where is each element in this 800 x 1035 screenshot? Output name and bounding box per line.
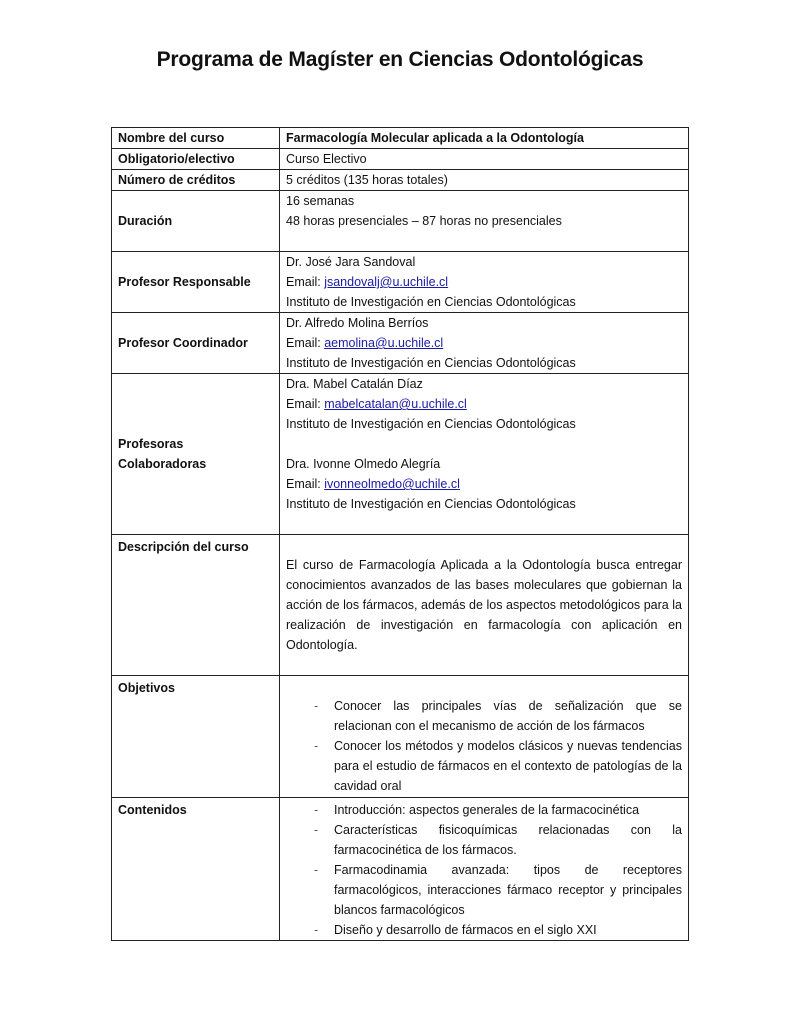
label-course-name: Nombre del curso	[112, 128, 280, 149]
description-text: El curso de Farmacología Aplicada a la Odontología busca entregar conocimientos avanzados de las bases moleculares que gobiernan la acción de los fármacos, además de los aspectos metodológicos para la realización de investigación en farmacología con aplicación en Odontología.	[286, 558, 682, 652]
content-item	[314, 820, 682, 860]
value-responsible	[280, 252, 689, 313]
value-credits: 5 créditos (135 horas totales)	[280, 170, 689, 191]
content-text: Farmacodinamia avanzada: tipos de receptores farmacológicos, interacciones fármaco receptor y principales blancos farmacológicos	[334, 863, 682, 917]
course-info-table	[111, 127, 689, 941]
objective-text: Conocer las principales vías de señalización que se relacionan con el mecanismo de acción de los fármacos	[334, 699, 682, 733]
label-credits: Número de créditos	[112, 170, 280, 191]
value-duration	[280, 191, 689, 252]
label-responsible: Profesor Responsable	[112, 252, 280, 313]
collaborator-1-email-link[interactable]: mabelcatalan@u.uchile.cl	[324, 397, 467, 411]
document-title: Programa de Magíster en Ciencias Odontológicas	[156, 48, 644, 71]
label-duration: Duración	[112, 191, 280, 252]
row-course-name	[112, 128, 689, 149]
content-item	[314, 860, 682, 920]
content-text: Introducción: aspectos generales de la farmacocinética	[334, 803, 640, 817]
objective-text: Conocer los métodos y modelos clásicos y nuevas tendencias para el estudio de fármacos en el contexto de patologías de la cavidad oral	[334, 739, 682, 793]
objectives-list	[286, 696, 682, 796]
collaborator-2-email-line	[286, 474, 682, 494]
responsible-institute: Instituto de Investigación en Ciencias Odontológicas	[286, 295, 576, 309]
coordinator-name: Dr. Alfredo Molina Berríos	[286, 316, 429, 330]
collaborator-2-name: Dra. Ivonne Olmedo Alegría	[286, 457, 441, 471]
contents-list	[286, 800, 682, 940]
content-text: Características fisicoquímicas relacionadas con la farmacocinética de los fármacos.	[334, 823, 682, 857]
value-type: Curso Electivo	[280, 149, 689, 170]
coordinator-email-line	[286, 333, 682, 353]
label-coordinator: Profesor Coordinador	[112, 313, 280, 374]
row-contents	[112, 798, 689, 941]
dash-bullet-icon: -	[314, 923, 319, 937]
email-prefix: Email:	[286, 397, 325, 411]
dash-bullet-icon: -	[314, 863, 319, 877]
label-collaborators	[112, 374, 280, 535]
row-duration	[112, 191, 689, 252]
duration-weeks: 16 semanas	[286, 194, 355, 208]
dash-bullet-icon: -	[314, 823, 319, 837]
value-collaborators	[280, 374, 689, 535]
spacer	[286, 434, 682, 454]
row-collaborators	[112, 374, 689, 535]
responsible-email-link[interactable]: jsandovalj@u.uchile.cl	[324, 275, 449, 289]
value-description	[280, 535, 689, 676]
value-coordinator	[280, 313, 689, 374]
row-coordinator	[112, 313, 689, 374]
value-objectives	[280, 676, 689, 798]
coordinator-email-link[interactable]: aemolina@u.uchile.cl	[324, 336, 444, 350]
coordinator-institute: Instituto de Investigación en Ciencias Odontológicas	[286, 356, 576, 370]
collaborator-1-institute: Instituto de Investigación en Ciencias Odontológicas	[286, 417, 576, 431]
email-prefix: Email:	[286, 477, 325, 491]
value-course-name: Farmacología Molecular aplicada a la Odontología	[280, 128, 689, 149]
collaborator-2-email-link[interactable]: ivonneolmedo@uchile.cl	[324, 477, 460, 491]
objective-item	[314, 736, 682, 796]
dash-bullet-icon: -	[314, 699, 319, 713]
email-prefix: Email:	[286, 336, 325, 350]
responsible-name: Dr. José Jara Sandoval	[286, 255, 416, 269]
content-item	[314, 800, 682, 820]
collaborator-1-name: Dra. Mabel Catalán Díaz	[286, 377, 423, 391]
responsible-email-line	[286, 272, 682, 292]
content-text: Diseño y desarrollo de fármacos en el siglo XXI	[334, 923, 597, 937]
dash-bullet-icon: -	[314, 739, 319, 753]
label-type: Obligatorio/electivo	[112, 149, 280, 170]
email-prefix: Email:	[286, 275, 325, 289]
row-objectives	[112, 676, 689, 798]
objective-item	[314, 696, 682, 736]
dash-bullet-icon: -	[314, 803, 319, 817]
row-credits	[112, 170, 689, 191]
content-item	[314, 920, 682, 940]
label-description: Descripción del curso	[112, 535, 280, 676]
label-contents: Contenidos	[112, 798, 280, 941]
collaborators-label-line1: Profesoras	[118, 437, 184, 451]
value-contents	[280, 798, 689, 941]
collaborator-2-institute: Instituto de Investigación en Ciencias Odontológicas	[286, 497, 576, 511]
row-type	[112, 149, 689, 170]
collaborators-label-line2: Colaboradoras	[118, 457, 207, 471]
row-description	[112, 535, 689, 676]
row-responsible	[112, 252, 689, 313]
collaborator-1-email-line	[286, 394, 682, 414]
duration-hours: 48 horas presenciales – 87 horas no presenciales	[286, 214, 562, 228]
label-objectives: Objetivos	[112, 676, 280, 798]
